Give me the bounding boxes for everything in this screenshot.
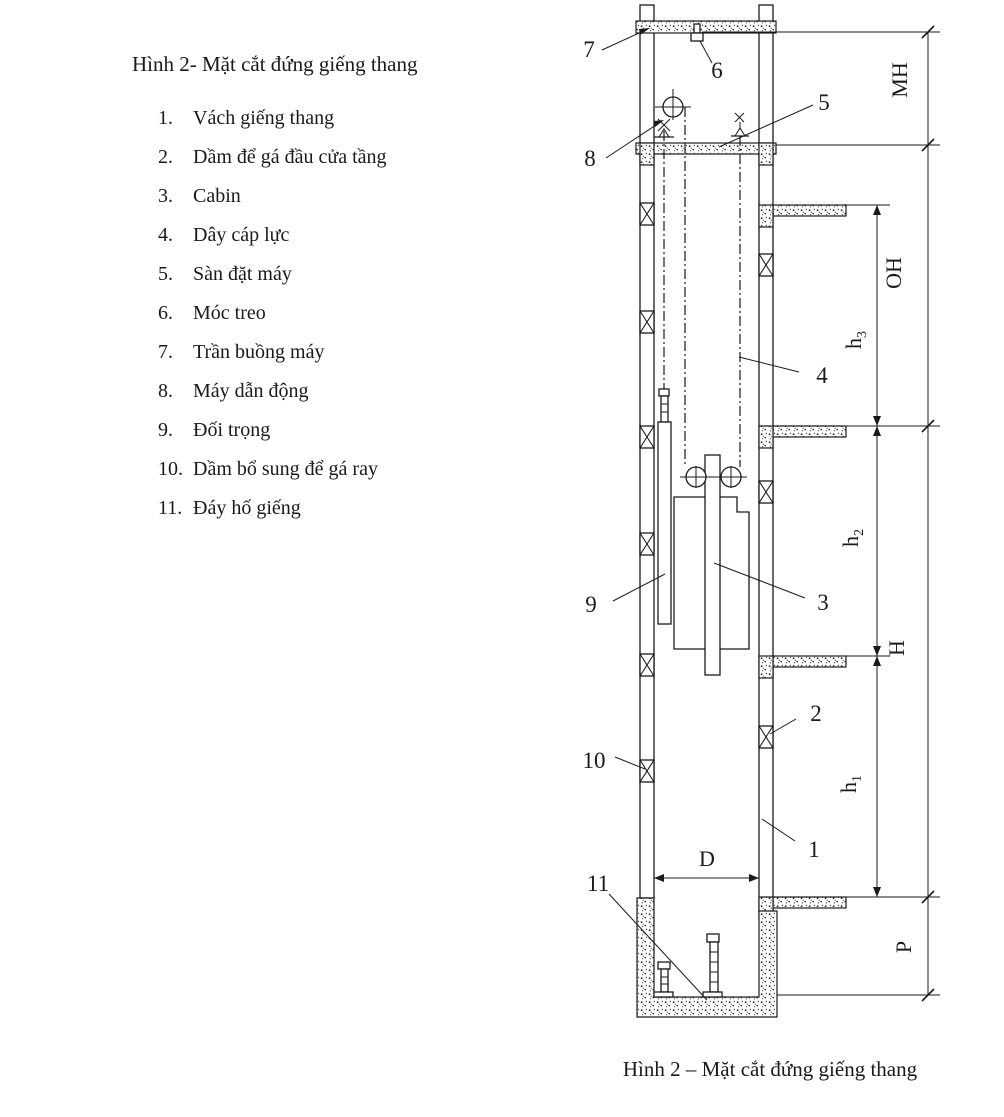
dimension-shaft-width [654,874,759,882]
legend-item-label: Dây cáp lực [193,224,290,246]
legend-item-label: Móc treo [193,302,266,324]
dim-label-h2: $h_2$ [838,529,867,547]
figure-title: Hình 2- Mặt cắt đứng giếng thang [132,52,418,76]
rail-beam-marker [640,760,654,782]
legend-item-number: 8. [158,380,173,402]
legend-item-label: Vách giếng thang [193,107,335,129]
dim-label-d: D [699,846,715,871]
part-label-4: 4 [816,363,828,388]
part-label-10: 10 [582,748,606,773]
part-label-1: 1 [808,837,820,862]
legend-item-number: 1. [158,107,173,129]
dim-label-oh: OH [881,257,906,289]
legend-item-label: Dầm bổ sung để gá ray [193,458,378,480]
rail-beam-marker [640,426,654,448]
legend-item-label: Đáy hố giếng [193,497,301,519]
rope-anchor [731,113,749,136]
machine-floor-beam-left [640,143,654,165]
legend-item-number: 10. [158,458,183,480]
landing-slab-1 [759,205,846,227]
cabin-buffer [703,934,722,997]
figure-caption: Hình 2 – Mặt cắt đứng giếng thang [622,1057,918,1081]
machine-floor-slab [636,143,776,154]
dim-label-h: H [884,640,909,656]
machine-room-ceiling-slab [636,21,776,33]
legend-item-number: 9. [158,419,173,441]
machine-floor-beam-right [759,143,773,165]
part-label-2: 2 [810,701,822,726]
door-beam-marker [759,726,773,748]
shaft-wall-right [759,5,773,911]
part-label-6: 6 [711,58,723,83]
landing-slab-2 [759,426,846,448]
legend-item-label: Dầm để gá đầu cửa tầng [193,146,387,168]
part-label-5: 5 [818,90,830,115]
part-label-11: 11 [586,871,610,896]
legend-item-number: 2. [158,146,173,168]
dim-label-p: P [891,940,916,954]
legend-item-label: Cabin [193,185,241,207]
rail-beam-marker [640,533,654,555]
rail-beam-marker [640,311,654,333]
counterweight [658,389,671,624]
legend-item-number: 4. [158,224,173,246]
rail-beam-marker [640,654,654,676]
legend-item-label: Đối trọng [193,419,271,441]
legend-item-number: 7. [158,341,173,363]
pit-walls-and-floor [637,898,777,1017]
legend-item-number: 11. [158,497,183,519]
part-label-7: 7 [583,37,595,62]
dim-label-h3: $h_3$ [841,331,870,349]
legend-item-label: Trần buồng máy [193,341,325,363]
part-label-8: 8 [584,146,596,171]
dim-label-h1: $h_1$ [836,775,865,793]
dimension-chain-outer [922,26,934,1001]
door-beam-marker [759,481,773,503]
dim-label-mh: MH [887,62,912,98]
dimension-chain-floors [873,205,881,897]
door-beam-marker [759,254,773,276]
counterweight-buffer [654,962,673,997]
legend-item-label: Sàn đặt máy [193,263,292,285]
legend-item-number: 6. [158,302,173,324]
legend-item-number: 3. [158,185,173,207]
legend-item-number: 5. [158,263,173,285]
legend-item-label: Máy dẫn động [193,380,309,402]
guide-rail [705,455,720,675]
rail-beam-marker [640,203,654,225]
part-label-9: 9 [585,592,597,617]
part-label-3: 3 [817,590,829,615]
landing-slab-3 [759,656,846,678]
